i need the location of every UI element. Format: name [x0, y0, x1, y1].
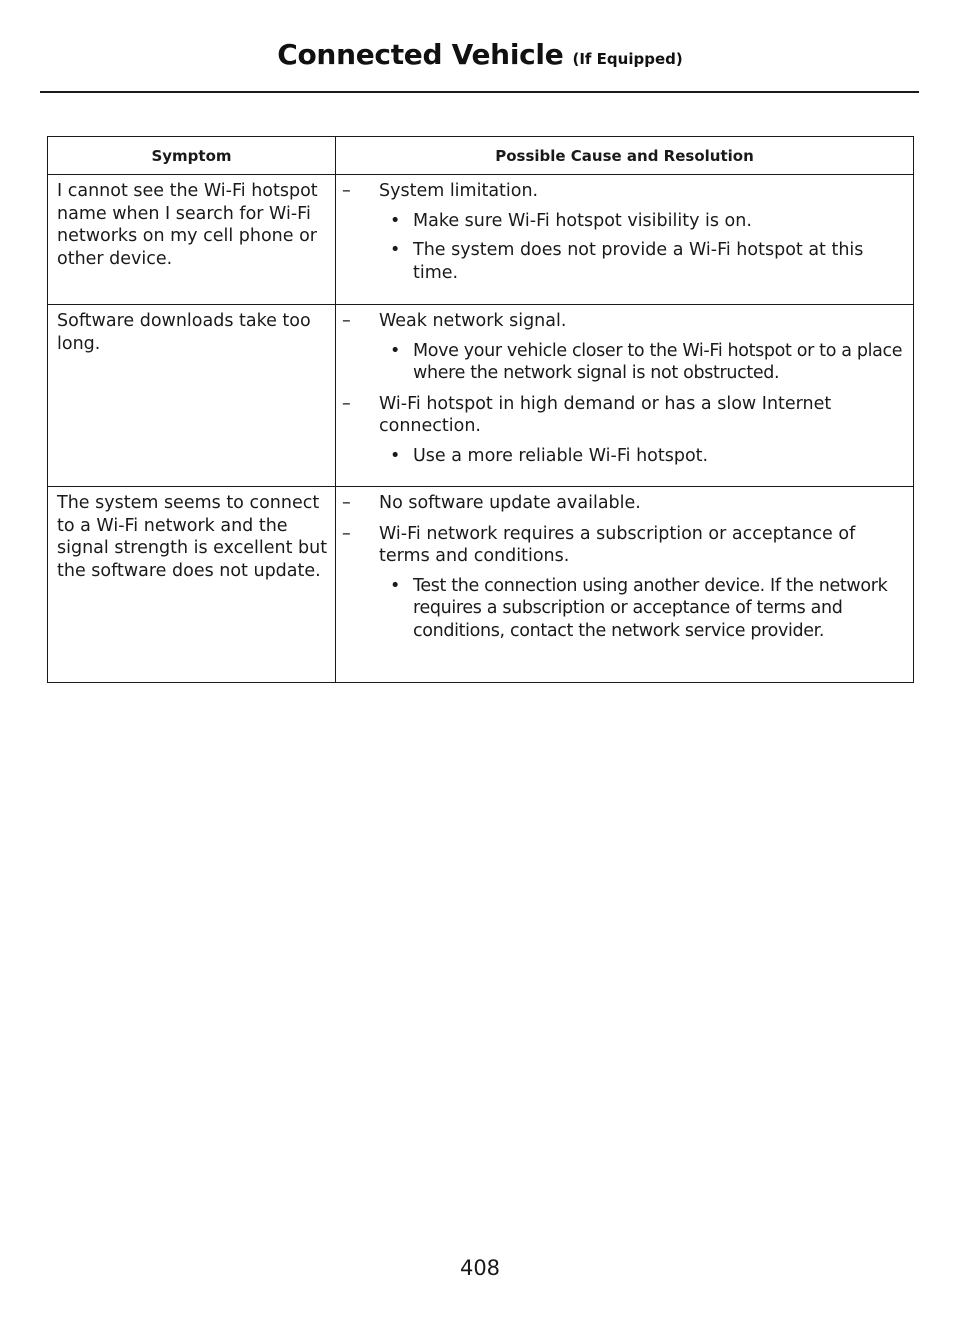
dash-marker: – — [342, 493, 351, 513]
resolution-text: The system does not provide a Wi-Fi hotspot at this time. — [413, 240, 864, 283]
column-header-cause: Possible Cause and Resolution — [336, 137, 914, 175]
dash-marker: – — [342, 311, 351, 331]
cause-text: No software update available. — [379, 493, 641, 513]
troubleshooting-table — [47, 136, 914, 683]
cause-text: Wi-Fi hotspot in high demand or has a slow Internet connection. — [379, 393, 832, 436]
cause-item — [342, 180, 909, 284]
page-title: Connected Vehicle — [277, 38, 564, 71]
resolution-text: Make sure Wi-Fi hotspot visibility is on. — [413, 210, 752, 231]
cause-cell — [336, 175, 914, 305]
cause-text: Wi-Fi network requires a subscription or acceptance of terms and conditions. — [379, 523, 856, 566]
resolution-bullet — [342, 210, 909, 233]
symptom-cell: I cannot see the Wi-Fi hotspot name when I search for Wi-Fi networks on my cell phone or other device. — [48, 175, 336, 305]
page-number: 408 — [459, 1256, 501, 1280]
cause-text: System limitation. — [379, 181, 539, 201]
bullet-marker: • — [390, 575, 400, 596]
page-header — [0, 38, 960, 71]
symptom-cell: Software downloads take too long. — [48, 305, 336, 487]
symptom-cell: The system seems to connect to a Wi-Fi network and the signal strength is excellent but the software does not update. — [48, 487, 336, 683]
cause-text: Weak network signal. — [379, 311, 567, 331]
resolution-bullet — [342, 239, 909, 284]
bullet-marker: • — [390, 445, 401, 466]
table-row — [48, 305, 914, 487]
page-subtitle: (If Equipped) — [572, 50, 683, 68]
resolution-bullet — [342, 340, 909, 385]
table-row — [48, 487, 914, 683]
cause-item — [342, 393, 909, 468]
resolution-text: Move your vehicle closer to the Wi-Fi hotspot or to a place where the network signal is not obstructed. — [413, 340, 903, 383]
resolution-text: Use a more reliable Wi-Fi hotspot. — [413, 445, 709, 466]
dash-marker: – — [342, 523, 351, 544]
cause-item — [342, 492, 909, 515]
resolution-bullet — [342, 445, 909, 468]
bullet-marker: • — [390, 210, 401, 231]
dash-marker: – — [342, 393, 351, 414]
table-header-row — [48, 137, 914, 175]
header-divider — [40, 91, 919, 93]
cause-cell — [336, 487, 914, 683]
dash-marker: – — [342, 181, 351, 201]
cause-item — [342, 310, 909, 385]
resolution-bullet — [342, 575, 909, 643]
cause-cell — [336, 305, 914, 487]
column-header-symptom: Symptom — [48, 137, 336, 175]
resolution-text: Test the connection using another device. If the network requires a subscription or acceptance of terms and conditions, contact the network service provider. — [413, 575, 888, 641]
bullet-marker: • — [390, 240, 401, 260]
bullet-marker: • — [390, 340, 400, 361]
cause-item — [342, 523, 909, 643]
table-row — [48, 175, 914, 305]
